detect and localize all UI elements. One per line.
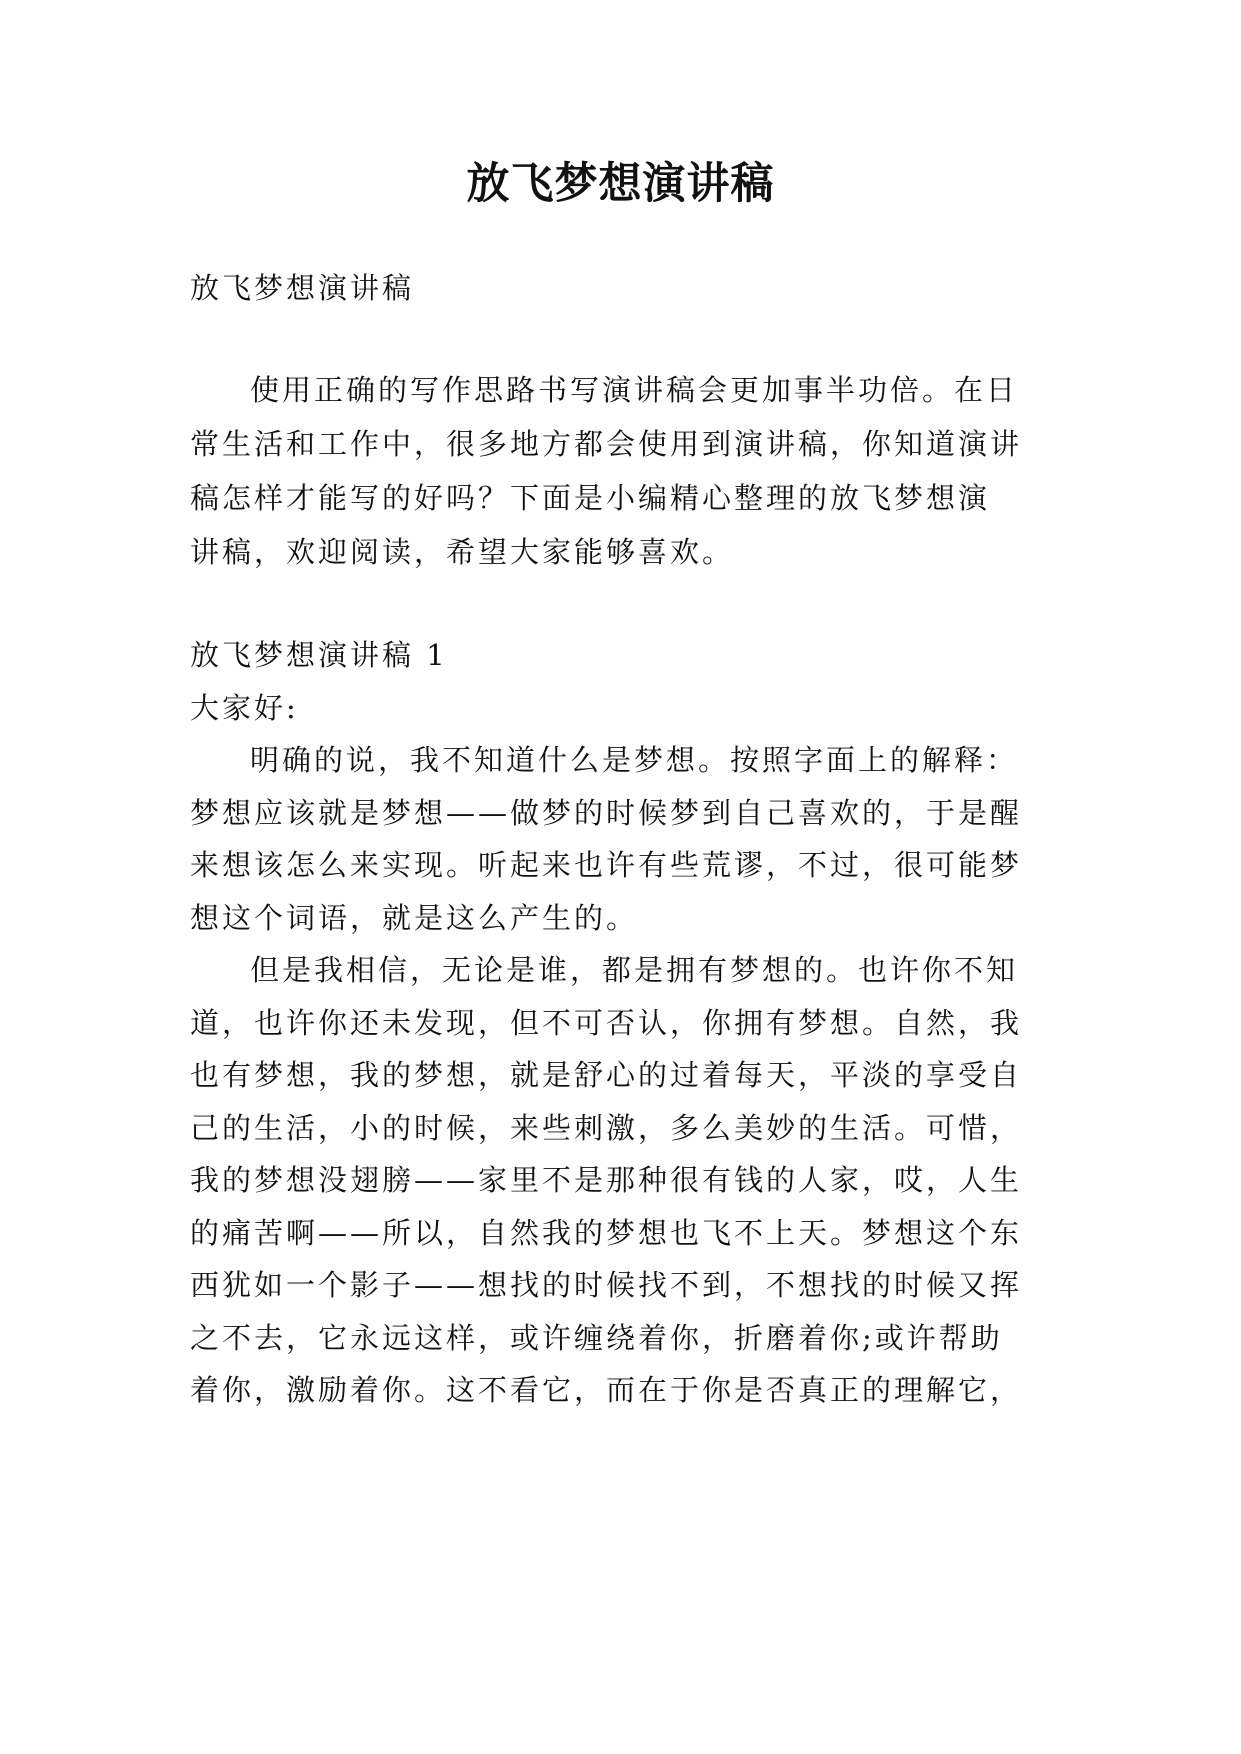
text-line: 稿怎样才能写的好吗？下面是小编精心整理的放飞梦想演 bbox=[190, 481, 991, 515]
greeting: 大家好: bbox=[190, 691, 299, 725]
text-line: 使用正确的写作思路书写演讲稿会更加事半功倍。在日 bbox=[250, 373, 1019, 407]
text-line: 西犹如一个影子——想找的时候找不到，不想找的时候又挥 bbox=[190, 1268, 1023, 1302]
text-line: 但是我相信，无论是谁，都是拥有梦想的。也许你不知 bbox=[250, 953, 1019, 987]
document-subtitle: 放飞梦想演讲稿 bbox=[190, 271, 415, 305]
text-line: 道，也许你还未发现，但不可否认，你拥有梦想。自然，我 bbox=[190, 1006, 1023, 1040]
text-line: 讲稿，欢迎阅读，希望大家能够喜欢。 bbox=[190, 535, 735, 569]
text-line: 我的梦想没翅膀——家里不是那种很有钱的人家，哎，人生 bbox=[190, 1163, 1023, 1197]
text-line: 己的生活，小的时候，来些刺激，多么美妙的生活。可惜， bbox=[190, 1111, 1023, 1145]
text-line: 也有梦想，我的梦想，就是舒心的过着每天，平淡的享受自 bbox=[190, 1058, 1023, 1092]
text-line: 明确的说，我不知道什么是梦想。按照字面上的解释： bbox=[250, 743, 1019, 777]
text-line: 常生活和工作中，很多地方都会使用到演讲稿，你知道演讲 bbox=[190, 427, 1023, 461]
text-line: 梦想应该就是梦想——做梦的时候梦到自己喜欢的，于是醒 bbox=[190, 796, 1023, 830]
text-line: 来想该怎么来实现。听起来也许有些荒谬，不过，很可能梦 bbox=[190, 848, 1023, 882]
text-line: 想这个词语，就是这么产生的。 bbox=[190, 901, 639, 935]
document-title: 放飞梦想演讲稿 bbox=[466, 159, 775, 209]
text-line: 着你，激励着你。这不看它，而在于你是否真正的理解它， bbox=[190, 1373, 1023, 1407]
text-line: 的痛苦啊——所以，自然我的梦想也飞不上天。梦想这个东 bbox=[190, 1216, 1023, 1250]
text-line: 之不去，它永远这样，或许缠绕着你，折磨着你;或许帮助 bbox=[190, 1321, 1003, 1355]
section-heading: 放飞梦想演讲稿 1 bbox=[190, 638, 448, 672]
